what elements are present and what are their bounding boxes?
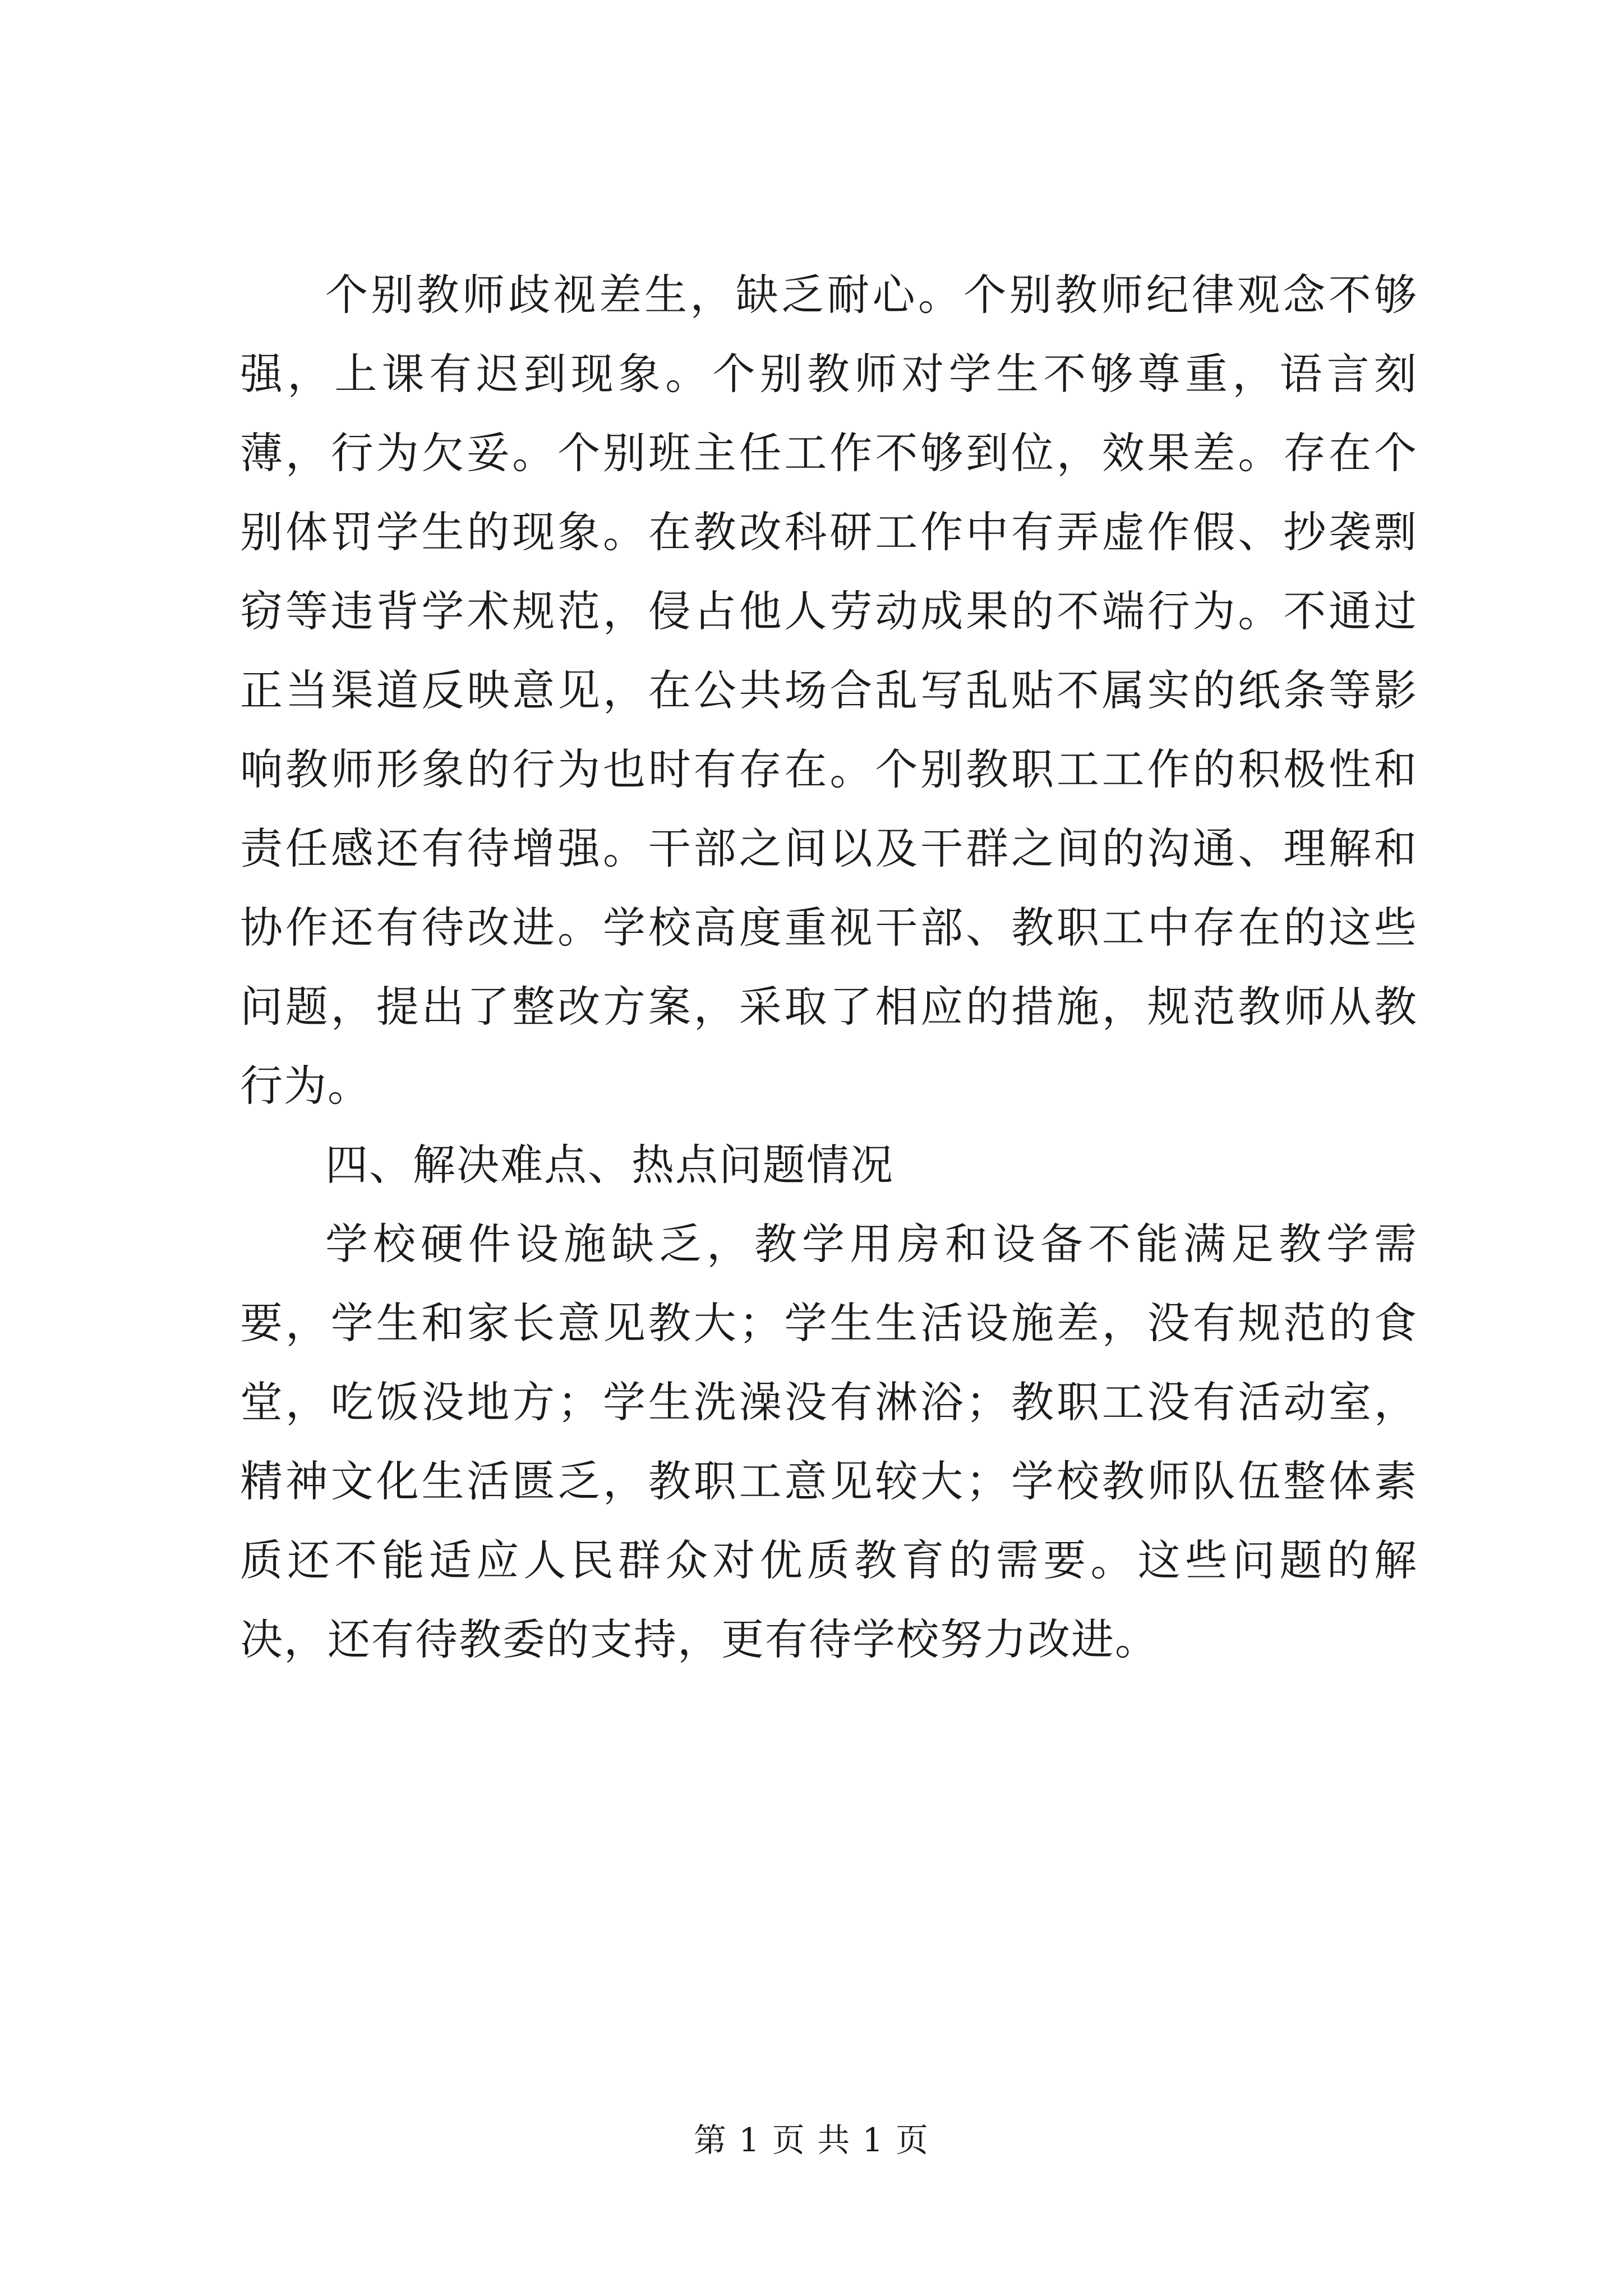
paragraph-teacher-conduct-issues: 个别教师歧视差生，缺乏耐心。个别教师纪律观念不够强，上课有迟到现象。个别教师对学生不够尊重，语言刻薄，行为欠妥。个别班主任工作不够到位，效果差。存在个别体罚学生的现象。在教改科研工作中有弄虚作假、抄袭剽窃等违背学术规范，侵占他人劳动成果的不端行为。不通过正当渠道反映意见，在公共场合乱写乱贴不属实的纸条等影响教师形象的行为也时有存在。个别教职工工作的积极性和责任感还有待增强。干部之间以及干群之间的沟通、理解和协作还有待改进。学校高度重视干部、教职工中存在的这些问题，提出了整改方案，采取了相应的措施，规范教师从教行为。	[240, 270, 1418, 1111]
page-number-footer: 第 1 页 共 1 页	[694, 2121, 929, 2159]
section-heading-difficult-issues: 四、解决难点、热点问题情况	[325, 1140, 894, 1190]
document-body	[240, 255, 1418, 1679]
paragraph-facility-issues: 学校硬件设施缺乏，教学用房和设备不能满足教学需要，学生和家长意见教大；学生生活设施差，没有规范的食堂，吃饭没地方；学生洗澡没有淋浴；教职工没有活动室，精神文化生活匮乏，教职工意见较大；学校教师队伍整体素质还不能适应人民群众对优质教育的需要。这些问题的解决，还有待教委的支持，更有待学校努力改进。	[240, 1219, 1418, 1664]
